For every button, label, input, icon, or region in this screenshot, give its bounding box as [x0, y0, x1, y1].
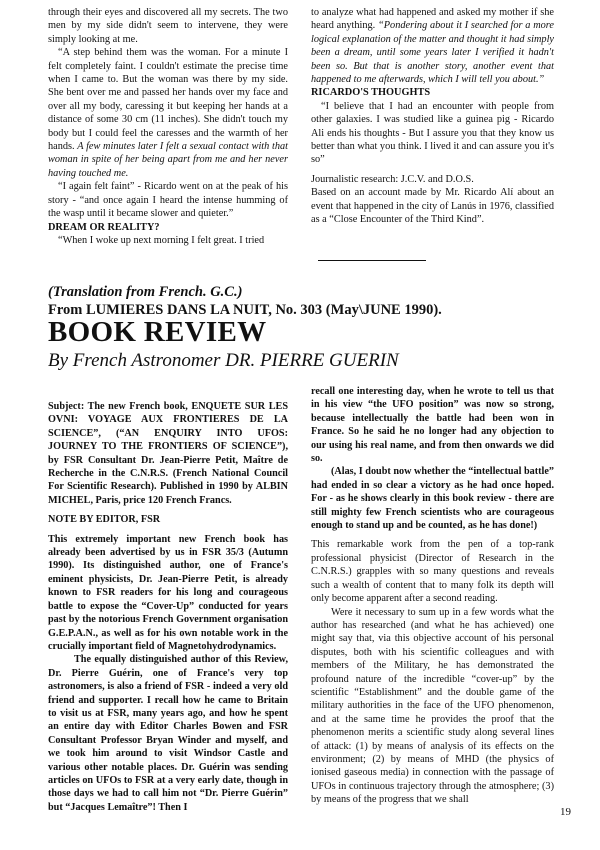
section-heading: DREAM OR REALITY?: [48, 221, 160, 233]
review-paragraph: This remarkable work from the pen of a top-rank professional physicist (Director of Research in the C.N.R.S.) grapples with so many questions and reveals such a wealth of content that to many folk its depth will only become apparent after a second reading.: [311, 539, 554, 605]
article-divider: [318, 260, 426, 261]
review-paragraph: recall one interesting day, when he wrote to tell us that in his view “the UFO position” was now so strong, because intellectually the battle had been won in France. So he said he no longer had any objection to our using his real name, and from then onwards we did so.: [311, 386, 554, 465]
subject-paragraph: Subject: The new French book, ENQUETE SUR LES OVNI: VOYAGE AUX FRONTIERES DE LA SCIENCE”, (“AN ENQUIRY INTO UFOS: JOURNEY TO THE FRONTIERS OF SCIENCE”), by FSR Consultant Dr. Jean-Pierre Petit, Maître de Recherche in the C.N.R.S. (French National Council For Scientific Research). Published in 1990 by ALBIN MICHEL, Paris, price 120 French Francs.: [48, 401, 288, 506]
translation-note: (Translation from French. G.C.): [48, 284, 243, 300]
top-left-paragraph: “A step behind them was the woman. For a minute I felt completely faint. I couldn't estimate the precise time when I came to. But the woman was there by my side. She bent over me and passed her hands over my face and over all my body, caressing it but keeping her hands at a distance of some 30 cm (11 inches). She didn't touch my body but I could feel the caresses and the warmth of her hands. A few minutes later I felt a sexual contact with that woman in spite of her being apart from me and her never having touched me.: [48, 47, 289, 179]
page-number: 19: [560, 806, 571, 818]
top-left-paragraph: through their eyes and discovered all my secrets. The two men by my side didn't seem to intervene, they were simply looking at me.: [48, 7, 288, 45]
review-paragraph: Were it necessary to sum up in a few words what the author has researched (and what he has achieved) one might say that, via this objective account of his personal disputes, both with his scientific colleagues and with members of the Military, he has demonstrated the profound nature of the incredible “cover-up” by the scientific “Establishment” and the double game of the military authorities in the face of the UFO phenomenon, and at the same time he provides the proof that the phenomenon merits a scientific study along several lines of attack: (1) by means of analysis of its effects on the environment; (2) by means of MHD (the physics of ionised gaseous media) in connection with the passage of UFOs in continuous trajectory through the atmosphere; (3) by means of the progress that we shall: [311, 606, 554, 806]
review-right-column: [311, 385, 554, 807]
review-paragraph: The equally distinguished author of this Review, Dr. Pierre Guérin, one of France's very top astronomers, is also a friend of FSR - indeed a very old friend and supporter. I recall how he came to Britain to visit us at FSR, many years ago, and how he spent an entire day with Editor Charles Bowen and FSR Consultant Professor Bryan Winder and myself, and we took him around to visit Windsor Castle and various other notable places. Dr. Guérin was sending articles on UFOs to FSR at a very early date, though in those days we had to call him not “Dr. Pierre Guérin” but “Jacques Lemaître”! Then I: [48, 654, 288, 813]
top-left-paragraph: “I again felt faint” - Ricardo went on at the peak of his story - “and once again I heard the intense humming of the wasp until it became slower and quieter.”: [48, 181, 288, 220]
section-heading: RICARDO'S THOUGHTS: [311, 87, 431, 99]
source-line: From LUMIERES DANS LA NUIT, No. 303 (May\JUNE 1990).: [48, 302, 442, 318]
source-note: Based on an account made by Mr. Ricardo Alí about an event that happened in the city of Lanús in 1976, classified as a “Close Encounter of the Third Kind”.: [311, 187, 554, 226]
review-paragraph: This extremely important new French book has already been advertised by us in FSR 35/3 (Autumn 1990). Its distinguished author, one of France's eminent physicists, Dr. Jean-Pierre Petit, is already known to FSR readers for his long and courageous battle to expose the “Cover-Up” conducted for years past by the notorious French Government organisation G.E.P.A.N., as well as for his own notable work in the crucially important field of Magnetohydrodynamics.: [48, 533, 288, 652]
page-title: BOOK REVIEW: [48, 316, 267, 348]
top-left-paragraph: “When I woke up next morning I felt great. I tried: [58, 234, 265, 246]
top-right-paragraph: to analyze what had happened and asked my mother if she heard anything. “Pondering about it I searched for a more logical explanation of the matter and thought it had simply been a dream, until some years later I verified it hadn't been so. But that is another story, another event that happened to me afterwards, which I will tell you about.”: [311, 7, 554, 86]
byline: By French Astronomer DR. PIERRE GUERIN: [48, 350, 399, 371]
top-left-column: [48, 6, 288, 247]
research-credit: Journalistic research: J.C.V. and D.O.S.: [311, 173, 474, 185]
editor-note-heading: NOTE BY EDITOR, FSR: [48, 514, 161, 526]
top-right-column: [311, 6, 554, 227]
review-left-column: [48, 400, 288, 814]
review-paragraph: (Alas, I doubt now whether the “intellectual battle” had ended in so clear a victory as he had once hoped. For - as he shows clearly in this book review - there are still mighty few French scientists who are courageous enough to stand up and be counted, as he has done!): [311, 466, 554, 532]
top-right-paragraph: “I believe that I had an encounter with people from other galaxies. I was studied like a guinea pig - Ricardo Ali ends his thoughts - But I assure you that they know us better than what you think. I lived it and can assure you it's so”: [311, 100, 554, 166]
